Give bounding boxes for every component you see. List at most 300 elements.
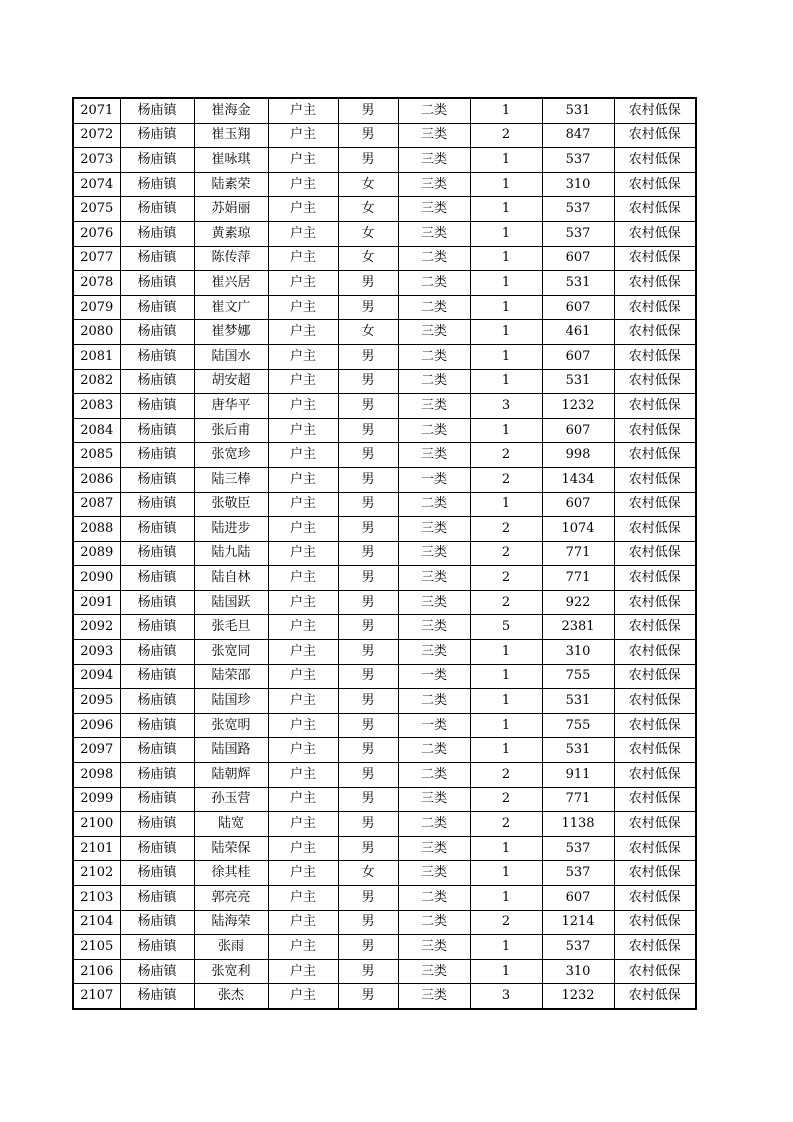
table-row xyxy=(73,640,696,665)
name-cell: 陆国路 xyxy=(194,738,268,763)
relation-cell: 户主 xyxy=(268,123,338,148)
amount-cell: 607 xyxy=(542,246,614,271)
gender-cell: 男 xyxy=(338,615,398,640)
category-cell: 三类 xyxy=(398,443,470,468)
category-cell: 三类 xyxy=(398,935,470,960)
town-cell: 杨庙镇 xyxy=(120,640,194,665)
household-size-cell: 2 xyxy=(470,443,542,468)
household-size-cell: 1 xyxy=(470,148,542,173)
household-size-cell: 2 xyxy=(470,517,542,542)
amount-cell: 1074 xyxy=(542,517,614,542)
program-cell: 农村低保 xyxy=(614,394,696,419)
household-size-cell: 1 xyxy=(470,369,542,394)
category-cell: 二类 xyxy=(398,763,470,788)
gender-cell: 男 xyxy=(338,713,398,738)
household-size-cell: 1 xyxy=(470,320,542,345)
town-cell: 杨庙镇 xyxy=(120,295,194,320)
amount-cell: 310 xyxy=(542,172,614,197)
table-row xyxy=(73,271,696,296)
household-size-cell: 1 xyxy=(470,197,542,222)
program-cell: 农村低保 xyxy=(614,246,696,271)
table-row xyxy=(73,197,696,222)
program-cell: 农村低保 xyxy=(614,443,696,468)
household-size-cell: 2 xyxy=(470,590,542,615)
relation-cell: 户主 xyxy=(268,172,338,197)
amount-cell: 531 xyxy=(542,271,614,296)
category-cell: 二类 xyxy=(398,886,470,911)
table-row xyxy=(73,517,696,542)
household-size-cell: 1 xyxy=(470,959,542,984)
town-cell: 杨庙镇 xyxy=(120,812,194,837)
index-cell: 2103 xyxy=(73,886,120,911)
amount-cell: 537 xyxy=(542,197,614,222)
town-cell: 杨庙镇 xyxy=(120,615,194,640)
amount-cell: 537 xyxy=(542,221,614,246)
household-size-cell: 1 xyxy=(470,221,542,246)
index-cell: 2081 xyxy=(73,344,120,369)
gender-cell: 女 xyxy=(338,320,398,345)
gender-cell: 男 xyxy=(338,984,398,1009)
amount-cell: 1214 xyxy=(542,910,614,935)
town-cell: 杨庙镇 xyxy=(120,984,194,1009)
town-cell: 杨庙镇 xyxy=(120,861,194,886)
gender-cell: 男 xyxy=(338,763,398,788)
name-cell: 张宽利 xyxy=(194,959,268,984)
name-cell: 陈传萍 xyxy=(194,246,268,271)
program-cell: 农村低保 xyxy=(614,886,696,911)
relation-cell: 户主 xyxy=(268,492,338,517)
category-cell: 二类 xyxy=(398,910,470,935)
program-cell: 农村低保 xyxy=(614,541,696,566)
category-cell: 三类 xyxy=(398,615,470,640)
amount-cell: 911 xyxy=(542,763,614,788)
name-cell: 张后甫 xyxy=(194,418,268,443)
table-row xyxy=(73,148,696,173)
town-cell: 杨庙镇 xyxy=(120,541,194,566)
relation-cell: 户主 xyxy=(268,148,338,173)
household-size-cell: 2 xyxy=(470,467,542,492)
gender-cell: 男 xyxy=(338,295,398,320)
program-cell: 农村低保 xyxy=(614,172,696,197)
index-cell: 2098 xyxy=(73,763,120,788)
gender-cell: 男 xyxy=(338,812,398,837)
category-cell: 二类 xyxy=(398,738,470,763)
name-cell: 张雨 xyxy=(194,935,268,960)
town-cell: 杨庙镇 xyxy=(120,959,194,984)
table-row xyxy=(73,369,696,394)
household-size-cell: 1 xyxy=(470,418,542,443)
amount-cell: 310 xyxy=(542,959,614,984)
program-cell: 农村低保 xyxy=(614,787,696,812)
amount-cell: 537 xyxy=(542,861,614,886)
relation-cell: 户主 xyxy=(268,418,338,443)
table-row xyxy=(73,418,696,443)
town-cell: 杨庙镇 xyxy=(120,246,194,271)
category-cell: 三类 xyxy=(398,320,470,345)
amount-cell: 771 xyxy=(542,541,614,566)
town-cell: 杨庙镇 xyxy=(120,197,194,222)
program-cell: 农村低保 xyxy=(614,984,696,1009)
amount-cell: 607 xyxy=(542,295,614,320)
name-cell: 崔海金 xyxy=(194,98,268,123)
relation-cell: 户主 xyxy=(268,467,338,492)
table-row xyxy=(73,98,696,123)
amount-cell: 531 xyxy=(542,369,614,394)
index-cell: 2075 xyxy=(73,197,120,222)
index-cell: 2102 xyxy=(73,861,120,886)
index-cell: 2074 xyxy=(73,172,120,197)
program-cell: 农村低保 xyxy=(614,836,696,861)
program-cell: 农村低保 xyxy=(614,664,696,689)
table-row xyxy=(73,467,696,492)
relation-cell: 户主 xyxy=(268,246,338,271)
town-cell: 杨庙镇 xyxy=(120,787,194,812)
program-cell: 农村低保 xyxy=(614,861,696,886)
table-row xyxy=(73,566,696,591)
household-size-cell: 1 xyxy=(470,295,542,320)
name-cell: 崔兴居 xyxy=(194,271,268,296)
table-row xyxy=(73,172,696,197)
program-cell: 农村低保 xyxy=(614,221,696,246)
relation-cell: 户主 xyxy=(268,787,338,812)
gender-cell: 男 xyxy=(338,148,398,173)
name-cell: 陆自林 xyxy=(194,566,268,591)
household-size-cell: 2 xyxy=(470,541,542,566)
program-cell: 农村低保 xyxy=(614,295,696,320)
index-cell: 2082 xyxy=(73,369,120,394)
table-row xyxy=(73,320,696,345)
amount-cell: 771 xyxy=(542,787,614,812)
amount-cell: 537 xyxy=(542,935,614,960)
town-cell: 杨庙镇 xyxy=(120,271,194,296)
relation-cell: 户主 xyxy=(268,443,338,468)
index-cell: 2092 xyxy=(73,615,120,640)
index-cell: 2086 xyxy=(73,467,120,492)
gender-cell: 男 xyxy=(338,517,398,542)
table-row xyxy=(73,664,696,689)
gender-cell: 女 xyxy=(338,221,398,246)
index-cell: 2080 xyxy=(73,320,120,345)
gender-cell: 男 xyxy=(338,910,398,935)
category-cell: 三类 xyxy=(398,984,470,1009)
amount-cell: 1434 xyxy=(542,467,614,492)
index-cell: 2076 xyxy=(73,221,120,246)
amount-cell: 537 xyxy=(542,836,614,861)
program-cell: 农村低保 xyxy=(614,910,696,935)
town-cell: 杨庙镇 xyxy=(120,443,194,468)
table-row xyxy=(73,541,696,566)
table-row xyxy=(73,443,696,468)
household-size-cell: 3 xyxy=(470,394,542,419)
gender-cell: 女 xyxy=(338,246,398,271)
amount-cell: 607 xyxy=(542,492,614,517)
amount-cell: 1138 xyxy=(542,812,614,837)
household-size-cell: 1 xyxy=(470,689,542,714)
household-size-cell: 5 xyxy=(470,615,542,640)
town-cell: 杨庙镇 xyxy=(120,566,194,591)
relation-cell: 户主 xyxy=(268,836,338,861)
category-cell: 一类 xyxy=(398,467,470,492)
index-cell: 2107 xyxy=(73,984,120,1009)
index-cell: 2090 xyxy=(73,566,120,591)
household-size-cell: 1 xyxy=(470,738,542,763)
category-cell: 三类 xyxy=(398,861,470,886)
relation-cell: 户主 xyxy=(268,886,338,911)
household-size-cell: 1 xyxy=(470,640,542,665)
category-cell: 三类 xyxy=(398,541,470,566)
category-cell: 二类 xyxy=(398,418,470,443)
town-cell: 杨庙镇 xyxy=(120,713,194,738)
table-row xyxy=(73,812,696,837)
town-cell: 杨庙镇 xyxy=(120,418,194,443)
town-cell: 杨庙镇 xyxy=(120,98,194,123)
amount-cell: 531 xyxy=(542,689,614,714)
index-cell: 2094 xyxy=(73,664,120,689)
table-row xyxy=(73,984,696,1009)
amount-cell: 607 xyxy=(542,418,614,443)
name-cell: 张杰 xyxy=(194,984,268,1009)
relation-cell: 户主 xyxy=(268,590,338,615)
relation-cell: 户主 xyxy=(268,517,338,542)
relation-cell: 户主 xyxy=(268,615,338,640)
gender-cell: 男 xyxy=(338,418,398,443)
category-cell: 三类 xyxy=(398,148,470,173)
household-size-cell: 3 xyxy=(470,984,542,1009)
table-row xyxy=(73,492,696,517)
town-cell: 杨庙镇 xyxy=(120,886,194,911)
gender-cell: 男 xyxy=(338,98,398,123)
household-size-cell: 1 xyxy=(470,172,542,197)
relation-cell: 户主 xyxy=(268,861,338,886)
gender-cell: 男 xyxy=(338,443,398,468)
table-row xyxy=(73,886,696,911)
index-cell: 2084 xyxy=(73,418,120,443)
name-cell: 张宽明 xyxy=(194,713,268,738)
index-cell: 2097 xyxy=(73,738,120,763)
relation-cell: 户主 xyxy=(268,394,338,419)
category-cell: 三类 xyxy=(398,172,470,197)
relation-cell: 户主 xyxy=(268,713,338,738)
table-row xyxy=(73,123,696,148)
town-cell: 杨庙镇 xyxy=(120,836,194,861)
table-row xyxy=(73,935,696,960)
program-cell: 农村低保 xyxy=(614,566,696,591)
town-cell: 杨庙镇 xyxy=(120,369,194,394)
name-cell: 陆九陆 xyxy=(194,541,268,566)
name-cell: 陆海荣 xyxy=(194,910,268,935)
category-cell: 三类 xyxy=(398,197,470,222)
town-cell: 杨庙镇 xyxy=(120,221,194,246)
category-cell: 一类 xyxy=(398,713,470,738)
name-cell: 唐华平 xyxy=(194,394,268,419)
relation-cell: 户主 xyxy=(268,369,338,394)
index-cell: 2105 xyxy=(73,935,120,960)
table-row xyxy=(73,394,696,419)
index-cell: 2096 xyxy=(73,713,120,738)
household-size-cell: 2 xyxy=(470,812,542,837)
program-cell: 农村低保 xyxy=(614,763,696,788)
category-cell: 二类 xyxy=(398,271,470,296)
program-cell: 农村低保 xyxy=(614,738,696,763)
relation-cell: 户主 xyxy=(268,295,338,320)
table-row xyxy=(73,738,696,763)
table-row xyxy=(73,836,696,861)
household-size-cell: 1 xyxy=(470,886,542,911)
town-cell: 杨庙镇 xyxy=(120,467,194,492)
name-cell: 陆朝辉 xyxy=(194,763,268,788)
category-cell: 三类 xyxy=(398,123,470,148)
gender-cell: 男 xyxy=(338,123,398,148)
program-cell: 农村低保 xyxy=(614,615,696,640)
relation-cell: 户主 xyxy=(268,935,338,960)
town-cell: 杨庙镇 xyxy=(120,320,194,345)
name-cell: 郭亮亮 xyxy=(194,886,268,911)
amount-cell: 755 xyxy=(542,664,614,689)
relation-cell: 户主 xyxy=(268,984,338,1009)
index-cell: 2072 xyxy=(73,123,120,148)
gender-cell: 男 xyxy=(338,664,398,689)
gender-cell: 男 xyxy=(338,689,398,714)
name-cell: 苏娟丽 xyxy=(194,197,268,222)
gender-cell: 女 xyxy=(338,172,398,197)
index-cell: 2083 xyxy=(73,394,120,419)
program-cell: 农村低保 xyxy=(614,517,696,542)
town-cell: 杨庙镇 xyxy=(120,492,194,517)
household-size-cell: 2 xyxy=(470,787,542,812)
name-cell: 陆国水 xyxy=(194,344,268,369)
category-cell: 二类 xyxy=(398,689,470,714)
relation-cell: 户主 xyxy=(268,197,338,222)
town-cell: 杨庙镇 xyxy=(120,394,194,419)
gender-cell: 男 xyxy=(338,640,398,665)
town-cell: 杨庙镇 xyxy=(120,664,194,689)
household-size-cell: 1 xyxy=(470,98,542,123)
program-cell: 农村低保 xyxy=(614,935,696,960)
category-cell: 二类 xyxy=(398,344,470,369)
program-cell: 农村低保 xyxy=(614,197,696,222)
relation-cell: 户主 xyxy=(268,271,338,296)
category-cell: 三类 xyxy=(398,394,470,419)
name-cell: 张宽同 xyxy=(194,640,268,665)
category-cell: 二类 xyxy=(398,492,470,517)
gender-cell: 男 xyxy=(338,787,398,812)
household-size-cell: 2 xyxy=(470,566,542,591)
amount-cell: 537 xyxy=(542,148,614,173)
table-body xyxy=(73,98,696,1009)
program-cell: 农村低保 xyxy=(614,418,696,443)
amount-cell: 998 xyxy=(542,443,614,468)
household-size-cell: 1 xyxy=(470,861,542,886)
index-cell: 2077 xyxy=(73,246,120,271)
index-cell: 2106 xyxy=(73,959,120,984)
category-cell: 三类 xyxy=(398,836,470,861)
table-row xyxy=(73,590,696,615)
amount-cell: 1232 xyxy=(542,984,614,1009)
household-size-cell: 1 xyxy=(470,271,542,296)
table-row xyxy=(73,787,696,812)
program-cell: 农村低保 xyxy=(614,689,696,714)
table-row xyxy=(73,713,696,738)
category-cell: 一类 xyxy=(398,664,470,689)
town-cell: 杨庙镇 xyxy=(120,763,194,788)
gender-cell: 女 xyxy=(338,861,398,886)
program-cell: 农村低保 xyxy=(614,98,696,123)
program-cell: 农村低保 xyxy=(614,812,696,837)
town-cell: 杨庙镇 xyxy=(120,148,194,173)
program-cell: 农村低保 xyxy=(614,148,696,173)
gender-cell: 男 xyxy=(338,467,398,492)
index-cell: 2101 xyxy=(73,836,120,861)
relation-cell: 户主 xyxy=(268,566,338,591)
name-cell: 陆宽 xyxy=(194,812,268,837)
table-row xyxy=(73,221,696,246)
category-cell: 三类 xyxy=(398,959,470,984)
index-cell: 2104 xyxy=(73,910,120,935)
program-cell: 农村低保 xyxy=(614,713,696,738)
amount-cell: 607 xyxy=(542,344,614,369)
name-cell: 崔咏琪 xyxy=(194,148,268,173)
gender-cell: 男 xyxy=(338,836,398,861)
name-cell: 张毛旦 xyxy=(194,615,268,640)
amount-cell: 461 xyxy=(542,320,614,345)
index-cell: 2095 xyxy=(73,689,120,714)
relation-cell: 户主 xyxy=(268,738,338,763)
category-cell: 三类 xyxy=(398,590,470,615)
name-cell: 崔文广 xyxy=(194,295,268,320)
relation-cell: 户主 xyxy=(268,664,338,689)
index-cell: 2089 xyxy=(73,541,120,566)
category-cell: 三类 xyxy=(398,566,470,591)
town-cell: 杨庙镇 xyxy=(120,172,194,197)
program-cell: 农村低保 xyxy=(614,123,696,148)
household-size-cell: 1 xyxy=(470,664,542,689)
relation-cell: 户主 xyxy=(268,320,338,345)
town-cell: 杨庙镇 xyxy=(120,344,194,369)
household-size-cell: 1 xyxy=(470,246,542,271)
relation-cell: 户主 xyxy=(268,640,338,665)
town-cell: 杨庙镇 xyxy=(120,689,194,714)
household-size-cell: 1 xyxy=(470,713,542,738)
town-cell: 杨庙镇 xyxy=(120,935,194,960)
amount-cell: 755 xyxy=(542,713,614,738)
name-cell: 陆荣保 xyxy=(194,836,268,861)
relation-cell: 户主 xyxy=(268,221,338,246)
gender-cell: 男 xyxy=(338,394,398,419)
town-cell: 杨庙镇 xyxy=(120,517,194,542)
amount-cell: 847 xyxy=(542,123,614,148)
name-cell: 陆国珍 xyxy=(194,689,268,714)
name-cell: 张宽珍 xyxy=(194,443,268,468)
category-cell: 三类 xyxy=(398,517,470,542)
town-cell: 杨庙镇 xyxy=(120,590,194,615)
table-row xyxy=(73,910,696,935)
table-row xyxy=(73,959,696,984)
index-cell: 2087 xyxy=(73,492,120,517)
gender-cell: 男 xyxy=(338,541,398,566)
index-cell: 2093 xyxy=(73,640,120,665)
gender-cell: 男 xyxy=(338,959,398,984)
relation-cell: 户主 xyxy=(268,344,338,369)
category-cell: 二类 xyxy=(398,98,470,123)
table-row xyxy=(73,295,696,320)
household-size-cell: 2 xyxy=(470,123,542,148)
name-cell: 陆荣邵 xyxy=(194,664,268,689)
program-cell: 农村低保 xyxy=(614,492,696,517)
amount-cell: 771 xyxy=(542,566,614,591)
category-cell: 二类 xyxy=(398,812,470,837)
table-row xyxy=(73,861,696,886)
index-cell: 2100 xyxy=(73,812,120,837)
